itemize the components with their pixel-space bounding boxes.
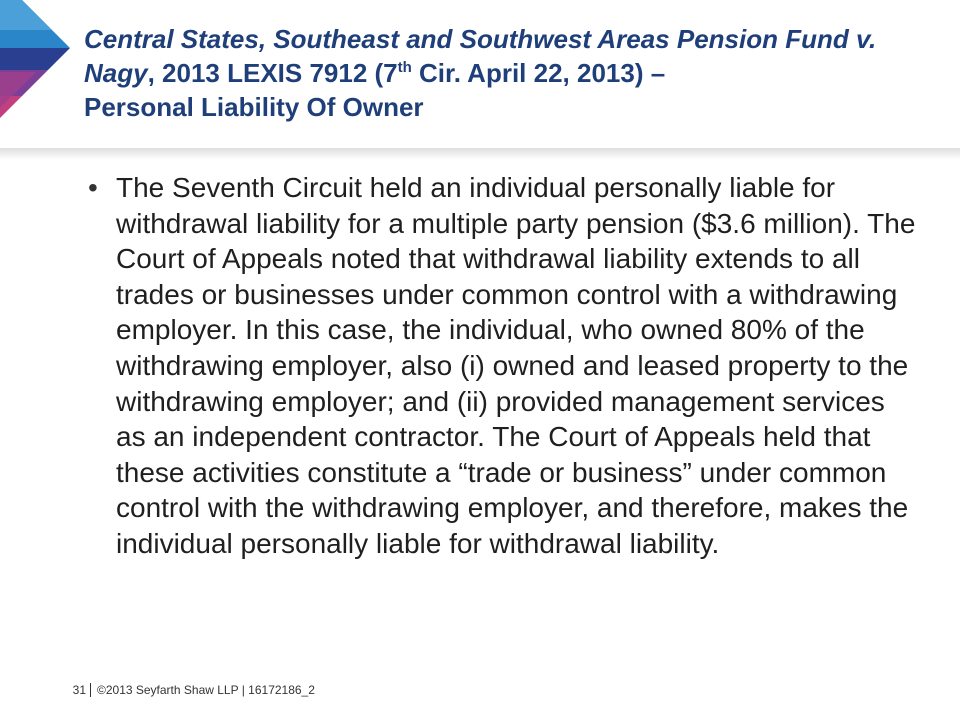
citation-superscript: th (397, 59, 412, 76)
bullet-text: The Seventh Circuit held an individual personally liable for withdrawal liability for a multiple party pension ($3.6 million). The Court of Appeals noted that withdrawal liability extends to all trades or businesses under common control with a withdrawing employer. In this case, the individual, who owned 80% of the withdrawing employer, also (i) owned and leased property to the withdrawing employer; and (ii) provided management services as an independent contractor. The Court of Appeals held that these activities constitute a “trade or business” under common control with the withdrawing employer, and therefore, makes the individual personally liable for withdrawal liability. (116, 172, 916, 559)
page-number: 31 (48, 683, 91, 697)
bullet-item (88, 170, 918, 562)
title-divider-shadow (0, 148, 960, 160)
slide-subtitle: Personal Liability Of Owner (84, 92, 424, 122)
bullet-icon: • (88, 172, 98, 203)
slide-body (88, 170, 918, 562)
copyright-notice: ©2013 Seyfarth Shaw LLP | 16172186_2 (97, 683, 315, 697)
citation-part-a: , 2013 LEXIS 7912 (7 (147, 58, 398, 88)
logo-light-blue-shape (0, 0, 52, 30)
seyfarth-logo-mark (0, 0, 90, 150)
citation-part-b: Cir. April 22, 2013) – (411, 58, 666, 88)
logo-navy-shape (0, 48, 70, 70)
slide-footer (48, 683, 315, 697)
case-name: Central States, Southeast and Southwest Areas Pension Fund v. Nagy (84, 24, 877, 88)
slide-title (84, 22, 944, 124)
